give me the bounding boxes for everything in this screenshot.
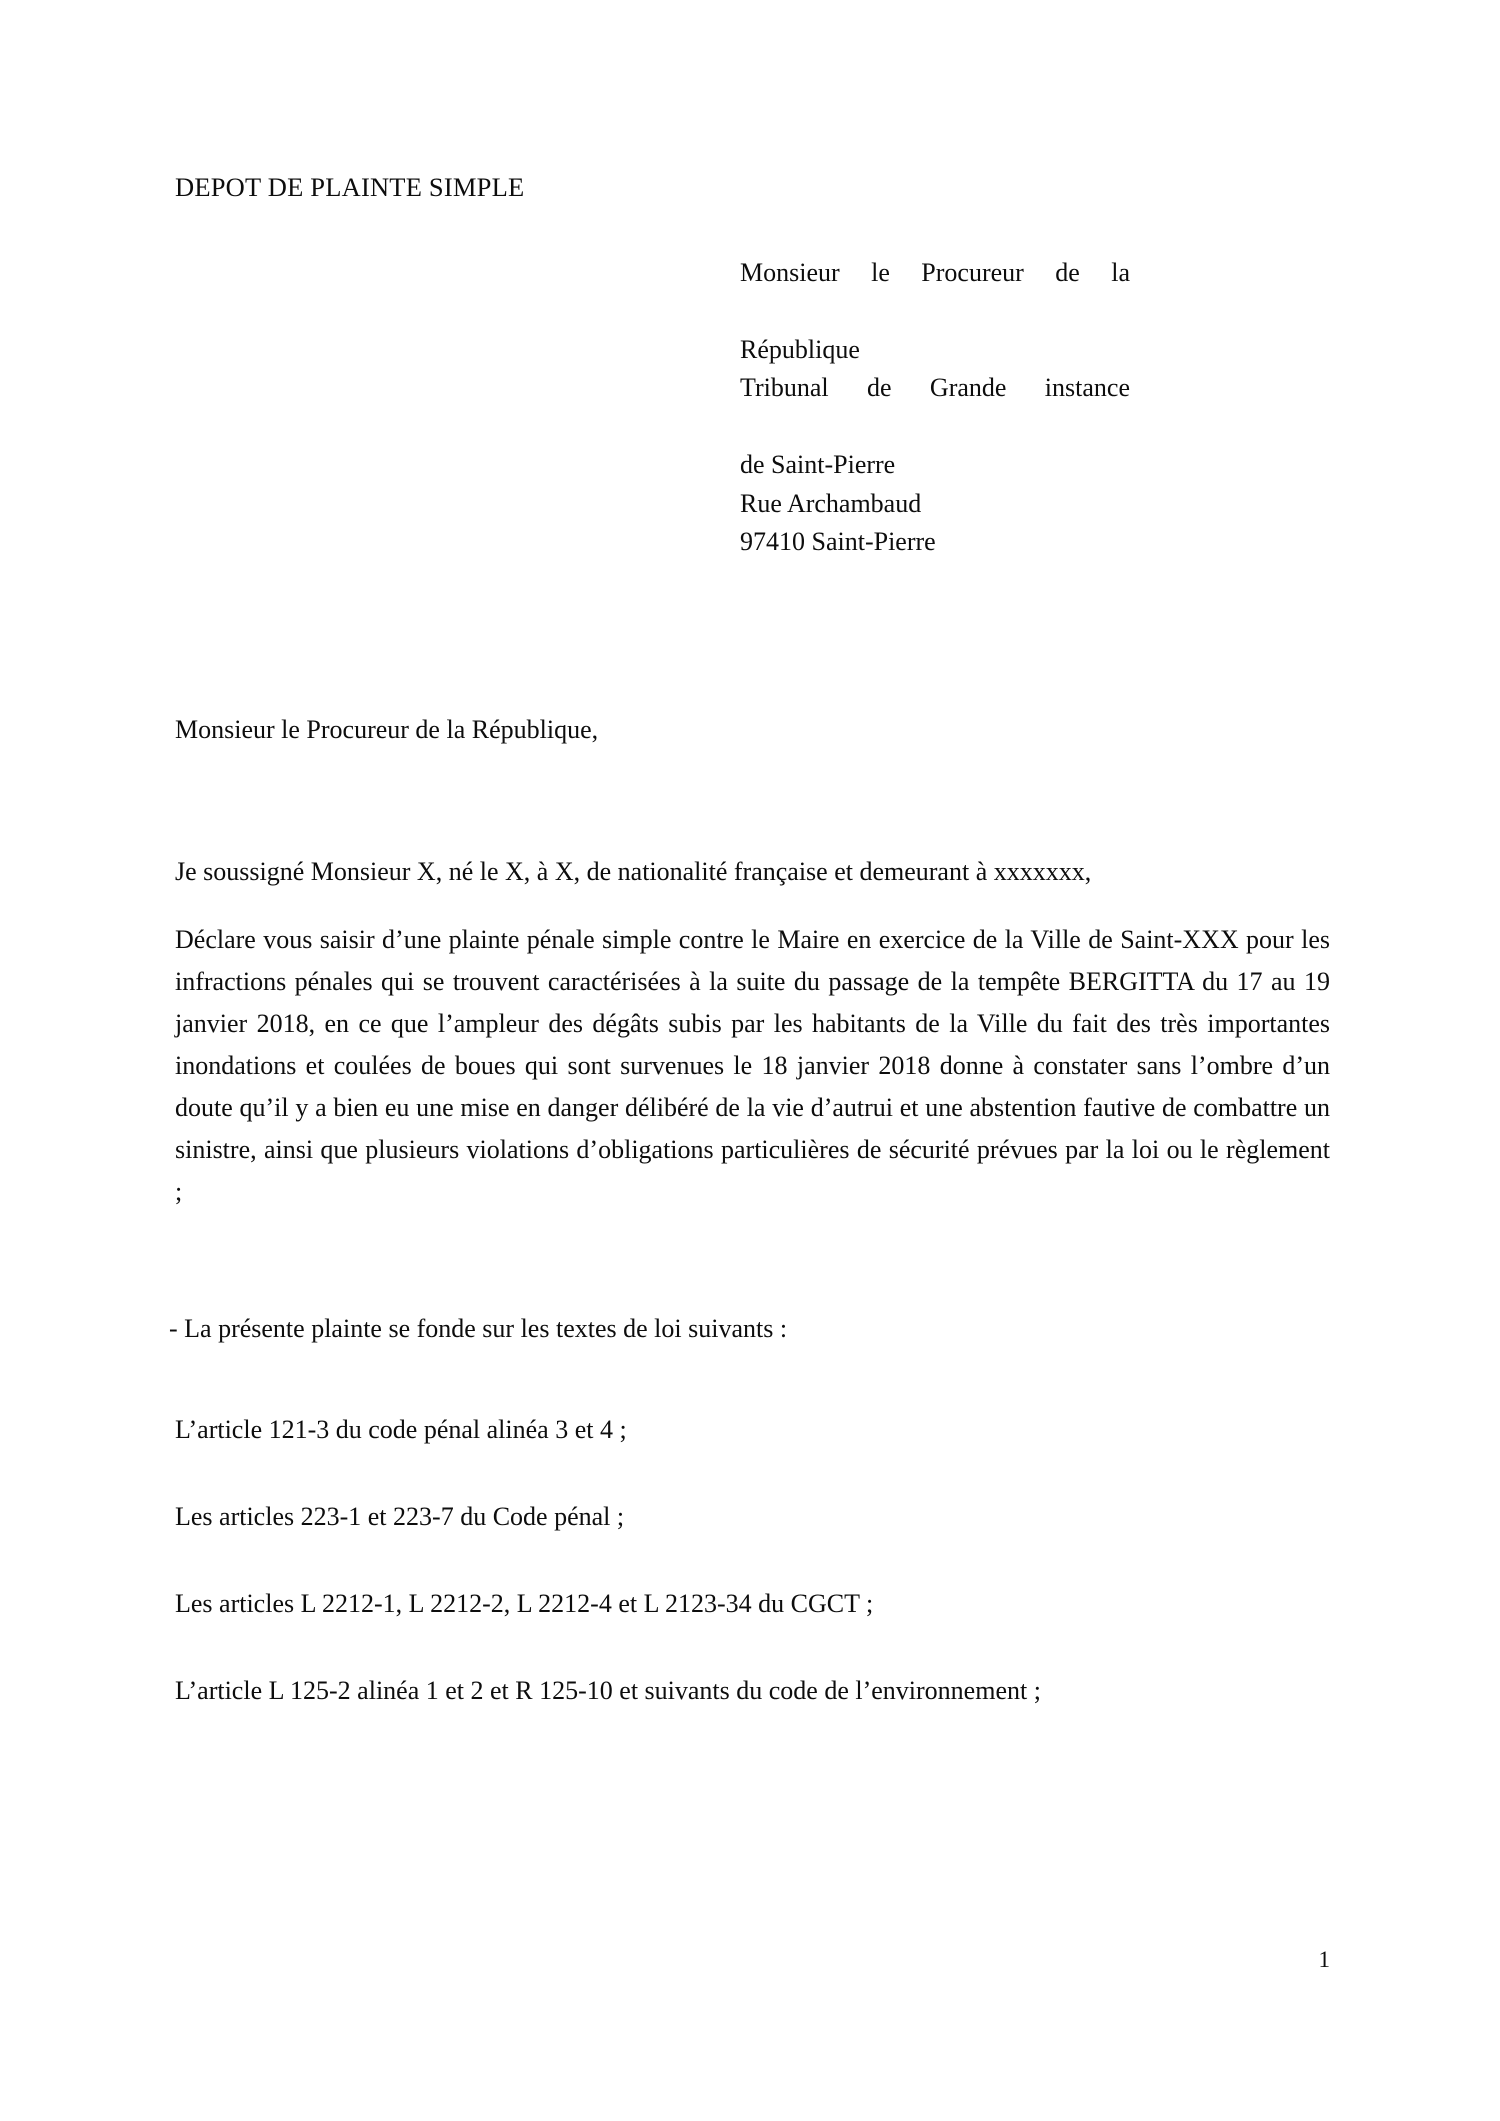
declarant-identity-line: Je soussigné Monsieur X, né le X, à X, de nationalité française et demeurant à xxxxxxx, bbox=[175, 856, 1092, 886]
document-content bbox=[169, 0, 1330, 1710]
recipient-address-line: Tribunal de Grande instance bbox=[740, 373, 1130, 403]
recipient-address-line: Monsieur le Procureur de la bbox=[740, 257, 1130, 287]
complaint-body-paragraph: Déclare vous saisir d’une plainte pénale simple contre le Maire en exercice de la Ville de Saint-XXX pour les infractions pénales qui se trouvent caractérisées à la suite du passage de la tempête BERGITTA du 17 au 19 janvier 2018, en ce que l’ampleur des dégâts subis par les habitants de la Ville du fait des très importantes inondations et coulées de boues qui sont survenues le 18 janvier 2018 donne à constater sans l’ombre d’un doute qu’il y a bien eu une mise en danger délibéré de la vie d’autrui et une abstention fautive de combattre un sinistre, ainsi que plusieurs violations d’obligations particulières de sécurité prévues par la loi ou le règlement ; bbox=[175, 924, 1330, 1207]
list-item: L’article L 125-2 alinéa 1 et 2 et R 125-10 et suivants du code de l’environnement ; bbox=[175, 1676, 1041, 1706]
list-item: L’article 121-3 du code pénal alinéa 3 et 4 ; bbox=[175, 1415, 627, 1445]
recipient-address-line: de Saint-Pierre bbox=[740, 450, 896, 480]
recipient-address-line: République bbox=[740, 334, 860, 364]
legal-basis-intro: - La présente plainte se fonde sur les textes de loi suivants : bbox=[169, 1314, 788, 1344]
recipient-address-block bbox=[740, 254, 1130, 562]
recipient-address-line: Rue Archambaud bbox=[740, 488, 922, 518]
recipient-address-line: 97410 Saint-Pierre bbox=[740, 527, 936, 557]
list-item: Les articles L 2212-1, L 2212-2, L 2212-4 et L 2123-34 du CGCT ; bbox=[175, 1589, 874, 1619]
legal-basis-list bbox=[175, 1410, 1330, 1710]
salutation: Monsieur le Procureur de la République, bbox=[175, 714, 599, 744]
page-number: 1 bbox=[1318, 1947, 1330, 1972]
page-title: DEPOT DE PLAINTE SIMPLE bbox=[175, 172, 525, 202]
list-item: Les articles 223-1 et 223-7 du Code pénal ; bbox=[175, 1502, 625, 1532]
